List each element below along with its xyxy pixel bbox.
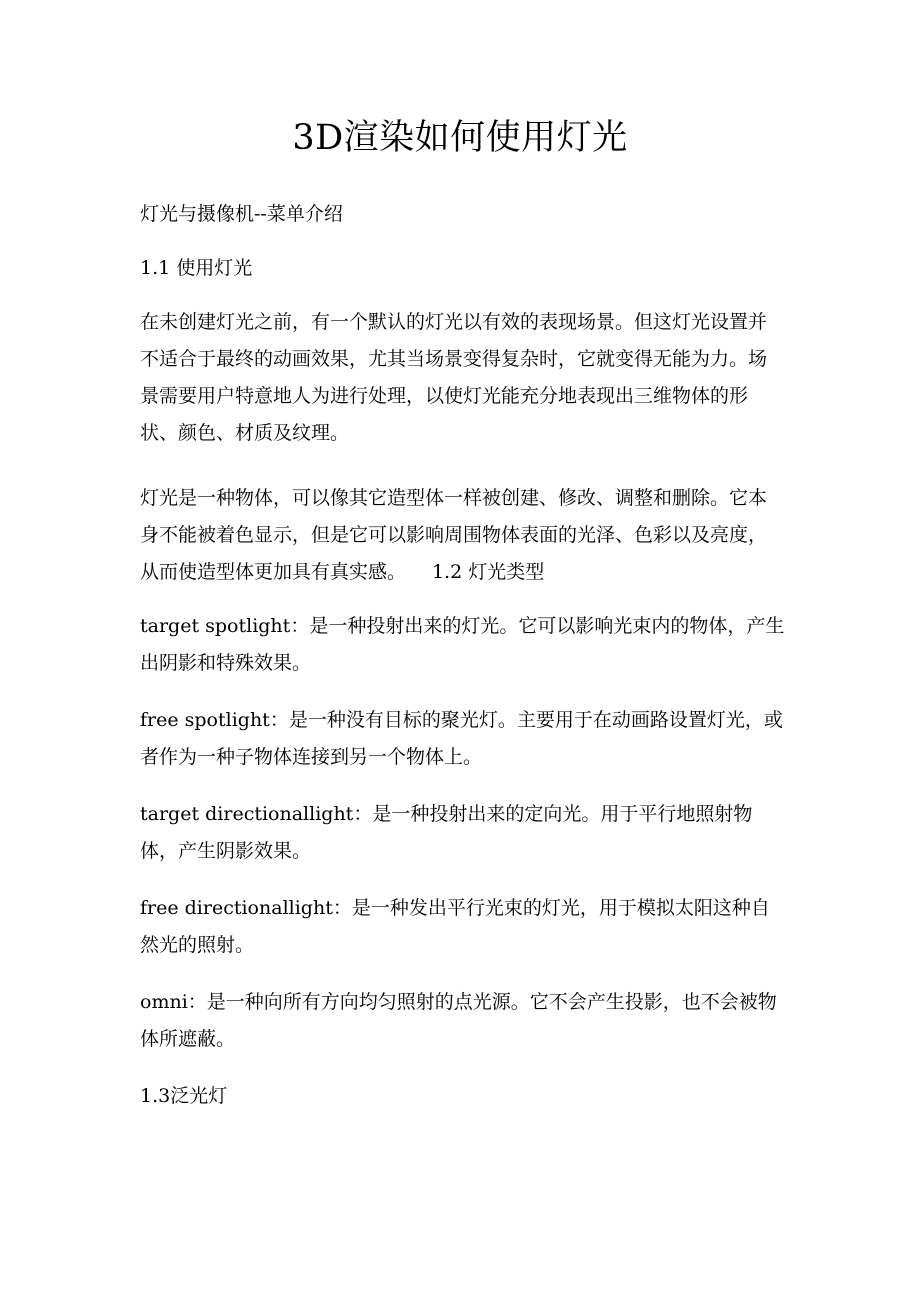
list-item-free-spotlight (140, 702, 785, 776)
paragraph-light-object (140, 480, 785, 591)
desc-target-spotlight: ：是一种投射出来的灯光。它可以影响光束内的物体，产生出阴影和特殊效果。 (140, 615, 785, 674)
heading-1-3: 1.3泛光灯 (140, 1085, 228, 1107)
term-free-directionallight: free directionallight (140, 897, 333, 919)
desc-omni: ：是一种向所有方向均匀照射的点光源。它不会产生投影，也不会被物体所遮蔽。 (140, 991, 777, 1050)
paragraph-light-object-text: 灯光是一种物体，可以像其它造型体一样被创建、修改、调整和删除。它本身不能被着色显示，但是它可以影响周围物体表面的光泽、色彩以及亮度，从而使造型体更加具有真实感。 (140, 487, 768, 583)
term-target-spotlight: target spotlight (140, 615, 291, 637)
paragraph-default-light: 在未创建灯光之前，有一个默认的灯光以有效的表现场景。但这灯光设置并不适合于最终的动画效果，尤其当场景变得复杂时，它就变得无能为力。场景需要用户特意地人为进行处理，以使灯光能充分地表现出三维物体的形状、颜色、材质及纹理。 (140, 311, 768, 444)
heading-1-2: 1.2 灯光类型 (432, 561, 545, 583)
list-item-target-directionallight (140, 796, 785, 870)
desc-target-directionallight: ：是一种投射出来的定向光。用于平行地照射物体，产生阴影效果。 (140, 803, 753, 862)
list-item-target-spotlight (140, 608, 785, 682)
section-intro: 灯光与摄像机--菜单介绍 (140, 203, 343, 225)
term-free-spotlight: free spotlight (140, 709, 270, 731)
heading-1-1: 1.1 使用灯光 (140, 257, 253, 279)
desc-free-directionallight: ：是一种发出平行光束的灯光，用于模拟太阳这种自然光的照射。 (140, 897, 770, 956)
desc-free-spotlight: ：是一种没有目标的聚光灯。主要用于在动画路设置灯光，或者作为一种子物体连接到另一个物体上。 (140, 709, 783, 768)
term-target-directionallight: target directionallight (140, 803, 354, 825)
list-item-omni (140, 984, 785, 1058)
document-title: 3D渲染如何使用灯光 (292, 118, 628, 158)
term-omni: omni (140, 991, 188, 1013)
list-item-free-directionallight (140, 890, 785, 964)
